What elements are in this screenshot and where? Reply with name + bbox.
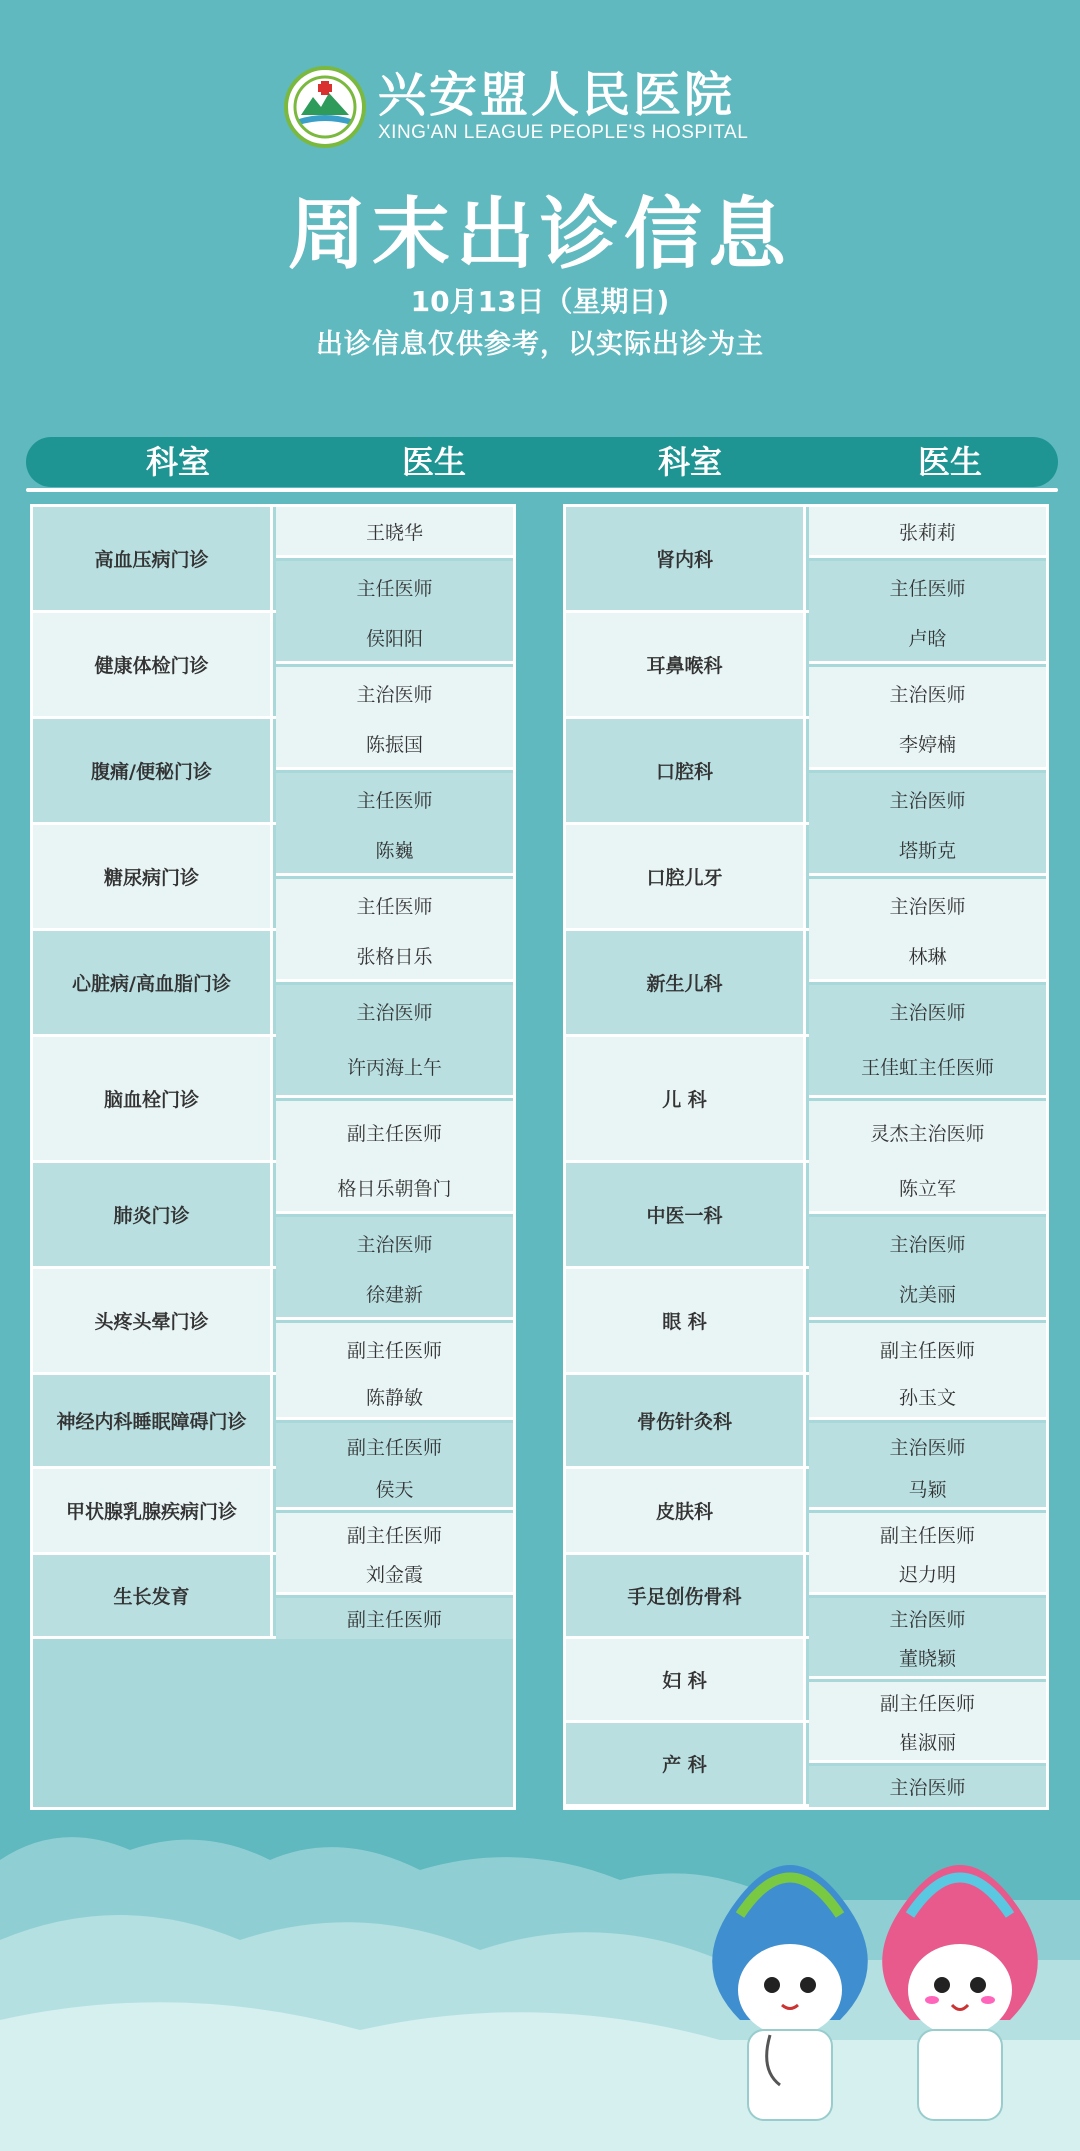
notice-line: 出诊信息仅供参考，以实际出诊为主 [316,329,764,360]
department-name: 腹痛/便秘门诊 [33,719,273,822]
table-row [566,1723,1046,1807]
table-empty-area [33,1639,513,1807]
table-header-bar [26,437,1058,487]
department-name: 皮肤科 [566,1469,806,1552]
doctor-title: 副主任医师 [276,1513,513,1555]
footer-decoration [0,1820,1080,2151]
table-row [33,719,513,825]
department-name: 口腔儿牙 [566,825,806,928]
doctor-title: 主治医师 [809,1598,1046,1639]
doctor-title: 灵杰主治医师 [809,1101,1046,1163]
hospital-logo-icon [284,66,366,148]
table-row [566,719,1046,825]
doctor-title: 主治医师 [276,985,513,1037]
table-row [566,1163,1046,1269]
doctor-name: 张莉莉 [809,507,1046,558]
doctor-title: 主治医师 [809,879,1046,931]
doctor-name: 卢晗 [809,613,1046,664]
doctor-name: 格日乐朝鲁门 [276,1163,513,1214]
table-row [566,1375,1046,1469]
page-title: 周末出诊信息 [287,190,792,280]
doctor-name: 沈美丽 [809,1269,1046,1320]
header-divider [26,488,1058,492]
doctor-name: 陈立军 [809,1163,1046,1214]
hospital-name-cn: 兴安盟人民医院 [378,67,736,123]
doctor-title: 副主任医师 [276,1423,513,1469]
doctor-title: 副主任医师 [809,1323,1046,1375]
doctor-title: 主治医师 [809,1423,1046,1469]
doctor-name: 王佳虹主任医师 [809,1037,1046,1098]
schedule-table-right [563,504,1049,1810]
table-row [33,931,513,1037]
table-row [33,1037,513,1163]
table-row [33,1375,513,1469]
table-row [33,507,513,613]
doctor-name: 迟力明 [809,1555,1046,1595]
date-line: 10月13日（星期日) [410,285,670,318]
department-name: 中医一科 [566,1163,806,1266]
table-row [33,825,513,931]
department-name: 心脏病/高血脂门诊 [33,931,273,1034]
doctor-name: 李婷楠 [809,719,1046,770]
department-name: 头疼头晕门诊 [33,1269,273,1372]
department-name: 产 科 [566,1723,806,1804]
department-name: 肺炎门诊 [33,1163,273,1266]
header-dept-left: 科室 [145,443,210,481]
doctor-name: 刘金霞 [276,1555,513,1595]
table-row [566,931,1046,1037]
doctor-title: 主任医师 [276,773,513,825]
header-doctor-right: 医生 [917,443,982,481]
doctor-title: 副主任医师 [276,1323,513,1375]
department-name: 甲状腺乳腺疾病门诊 [33,1469,273,1552]
doctor-title: 主治医师 [276,1217,513,1269]
hospital-name-en: XING'AN LEAGUE PEOPLE'S HOSPITAL [378,122,749,143]
department-name: 妇 科 [566,1639,806,1720]
doctor-title: 主治医师 [809,985,1046,1037]
table-row [33,1469,513,1555]
department-name: 口腔科 [566,719,806,822]
doctor-title: 副主任医师 [276,1598,513,1639]
doctor-name: 徐建新 [276,1269,513,1320]
department-name: 眼 科 [566,1269,806,1372]
department-name: 糖尿病门诊 [33,825,273,928]
department-name: 生长发育 [33,1555,273,1636]
department-name: 神经内科睡眠障碍门诊 [33,1375,273,1466]
doctor-title: 主治医师 [276,667,513,719]
doctor-name: 孙玉文 [809,1375,1046,1420]
department-name: 儿 科 [566,1037,806,1160]
doctor-title: 主任医师 [809,561,1046,613]
doctor-name: 侯天 [276,1469,513,1510]
department-name: 手足创伤骨科 [566,1555,806,1636]
department-name: 脑血栓门诊 [33,1037,273,1160]
table-row [566,1269,1046,1375]
doctor-title: 副主任医师 [276,1101,513,1163]
table-row [33,613,513,719]
doctor-name: 林琳 [809,931,1046,982]
doctor-name: 崔淑丽 [809,1723,1046,1763]
table-row [566,1639,1046,1723]
hospital-name-block [378,69,748,145]
doctor-name: 许丙海上午 [276,1037,513,1098]
doctor-title: 主任医师 [276,879,513,931]
department-name: 耳鼻喉科 [566,613,806,716]
doctor-title: 主治医师 [809,1217,1046,1269]
doctor-title: 副主任医师 [809,1682,1046,1723]
doctor-name: 侯阳阳 [276,613,513,664]
hospital-header [284,62,804,152]
table-row [33,1555,513,1639]
doctor-name: 陈巍 [276,825,513,876]
header-dept-right: 科室 [657,443,722,481]
table-row [566,1555,1046,1639]
doctor-name: 董晓颖 [809,1639,1046,1679]
schedule-table-left [30,504,516,1810]
doctor-name: 马颖 [809,1469,1046,1510]
table-row [566,507,1046,613]
table-row [33,1269,513,1375]
table-row [566,1469,1046,1555]
department-name: 健康体检门诊 [33,613,273,716]
table-row [566,1037,1046,1163]
header-doctor-left: 医生 [401,443,466,481]
doctor-title: 主任医师 [276,561,513,613]
doctor-title: 主治医师 [809,667,1046,719]
doctor-name: 陈静敏 [276,1375,513,1420]
department-name: 高血压病门诊 [33,507,273,610]
table-row [566,825,1046,931]
table-row [33,1163,513,1269]
doctor-name: 塔斯克 [809,825,1046,876]
doctor-title: 主治医师 [809,773,1046,825]
doctor-title: 主治医师 [809,1766,1046,1807]
doctor-title: 副主任医师 [809,1513,1046,1555]
department-name: 骨伤针灸科 [566,1375,806,1466]
doctor-name: 王晓华 [276,507,513,558]
department-name: 新生儿科 [566,931,806,1034]
doctor-name: 陈振国 [276,719,513,770]
doctor-name: 张格日乐 [276,931,513,982]
table-row [566,613,1046,719]
department-name: 肾内科 [566,507,806,610]
